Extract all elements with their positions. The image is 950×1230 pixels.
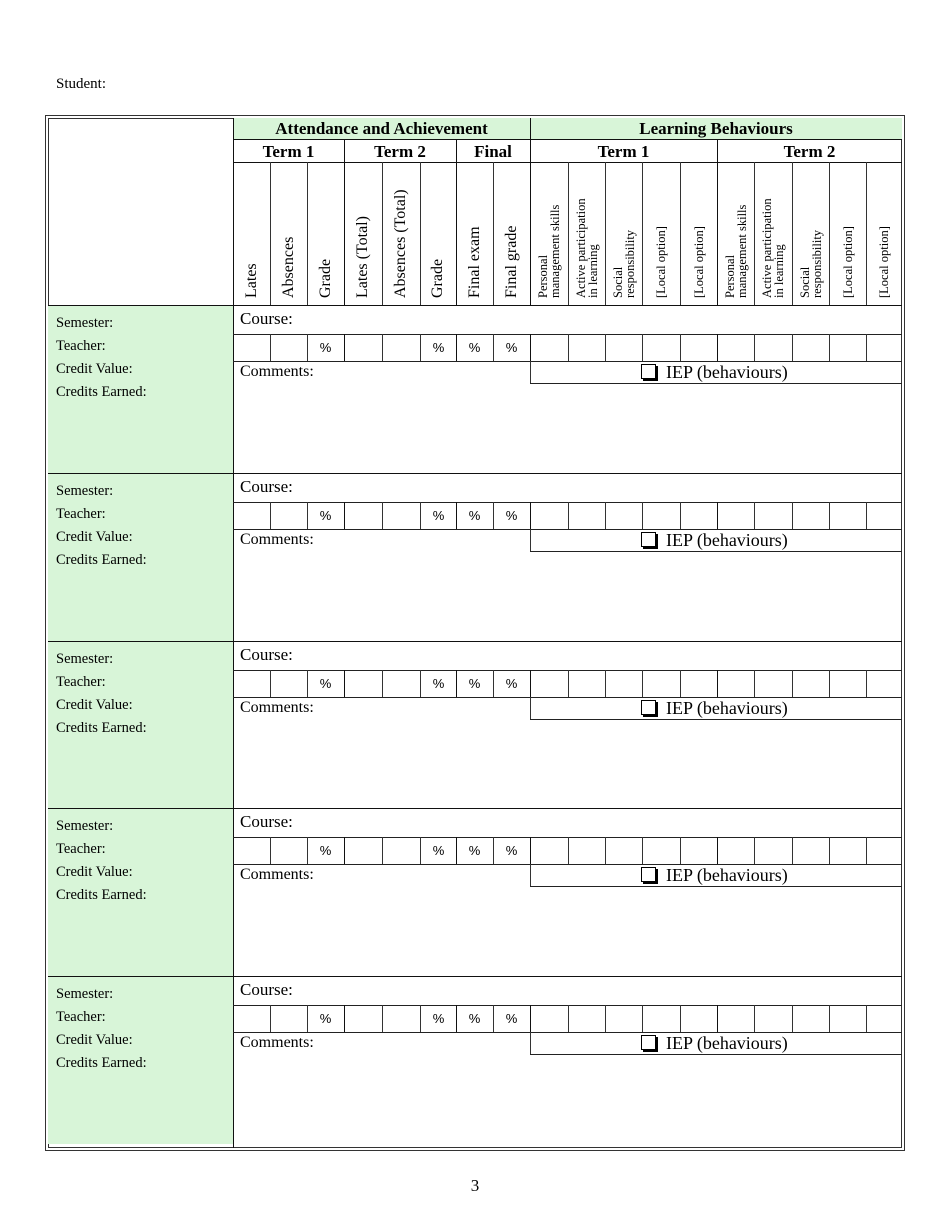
column-header	[878, 226, 890, 298]
grade-row-divider	[233, 1032, 902, 1033]
credit-value-label: Credit Value:	[56, 1032, 133, 1048]
column-header-line: Social	[797, 266, 812, 298]
grade-entry-cell[interactable]	[233, 502, 270, 529]
column-header-line: [Local option]	[691, 226, 706, 298]
grade-entry-cell[interactable]	[642, 1005, 680, 1032]
grade-entry-cell[interactable]	[233, 1005, 270, 1032]
iep-row-divider	[530, 719, 902, 720]
grade-row-divider	[233, 864, 902, 865]
percent-sign: %	[468, 340, 481, 355]
iep-label: IEP (behaviours)	[666, 530, 788, 550]
grade-entry-cell[interactable]	[530, 502, 568, 529]
iep-checkbox-icon[interactable]	[641, 364, 656, 379]
cell-divider	[717, 670, 718, 697]
iep-behaviours-option[interactable]	[641, 530, 788, 551]
percent-sign: %	[468, 1011, 481, 1026]
cell-divider	[530, 670, 531, 697]
header-column-divider	[792, 162, 793, 305]
cell-divider	[568, 1005, 569, 1032]
iep-divider	[530, 697, 531, 719]
grade-entry-cell[interactable]	[829, 334, 866, 361]
grade-entry-cell[interactable]	[754, 670, 792, 697]
column-header: Final grade	[502, 225, 520, 298]
grade-entry-cell[interactable]	[642, 837, 680, 864]
teacher-label: Teacher:	[56, 1009, 106, 1025]
percent-sign: %	[432, 340, 445, 355]
iep-label: IEP (behaviours)	[666, 1033, 788, 1053]
cell-divider	[382, 502, 383, 529]
grade-entry-cell[interactable]	[270, 670, 307, 697]
column-header	[693, 226, 705, 298]
percent-sign: %	[432, 676, 445, 691]
header-column-divider	[754, 162, 755, 305]
grade-entry-cell[interactable]	[717, 670, 754, 697]
grade-entry-cell[interactable]	[829, 1005, 866, 1032]
grade-entry-cell[interactable]	[754, 502, 792, 529]
grade-entry-cell[interactable]	[680, 837, 717, 864]
student-label: Student:	[56, 76, 107, 92]
cell-divider	[866, 670, 867, 697]
column-header: Grade	[316, 258, 334, 298]
cell-divider	[680, 837, 681, 864]
grade-entry-cell[interactable]	[382, 837, 420, 864]
cell-divider	[270, 670, 271, 697]
credit-value-label: Credit Value:	[56, 864, 133, 880]
cell-divider	[642, 334, 643, 361]
cell-divider	[344, 1005, 345, 1032]
percent-sign: %	[319, 843, 332, 858]
iep-row-divider	[530, 551, 902, 552]
grade-row-divider	[233, 529, 902, 530]
cell-divider	[344, 837, 345, 864]
cell-divider	[829, 502, 830, 529]
teacher-label: Teacher:	[56, 841, 106, 857]
iep-row-divider	[530, 383, 902, 384]
teacher-label: Teacher:	[56, 674, 106, 690]
percent-sign: %	[505, 1011, 518, 1026]
cell-divider	[829, 334, 830, 361]
cell-divider	[270, 1005, 271, 1032]
cell-divider	[568, 334, 569, 361]
cell-divider	[680, 1005, 681, 1032]
grade-entry-cell[interactable]	[866, 1005, 902, 1032]
column-header: Lates (Total)	[354, 216, 371, 298]
grade-entry-cell[interactable]	[866, 334, 902, 361]
iep-divider	[530, 864, 531, 886]
credits-earned-label: Credits Earned:	[56, 720, 147, 736]
grade-entry-cell[interactable]	[792, 502, 829, 529]
grade-entry-cell[interactable]	[642, 670, 680, 697]
cell-divider	[866, 334, 867, 361]
header-column-divider	[605, 162, 606, 305]
header-column-divider	[270, 162, 271, 305]
grade-entry-cell[interactable]	[792, 1005, 829, 1032]
cell-divider	[829, 837, 830, 864]
percent-sign: %	[319, 1011, 332, 1026]
cell-divider	[680, 502, 681, 529]
grade-entry-cell[interactable]	[344, 837, 382, 864]
column-header-line: [Local option]	[877, 226, 891, 298]
column-header: Final exam	[465, 226, 483, 298]
term2-behaviours-heading: Term 2	[783, 142, 836, 161]
percent-sign: %	[468, 843, 481, 858]
grade-entry-cell[interactable]	[680, 670, 717, 697]
cell-divider	[866, 502, 867, 529]
cell-divider	[605, 837, 606, 864]
cell-divider	[866, 1005, 867, 1032]
semester-label: Semester:	[56, 986, 114, 1002]
credits-earned-label: Credits Earned:	[56, 552, 147, 568]
semester-label: Semester:	[56, 651, 114, 667]
teacher-label: Teacher:	[56, 506, 106, 522]
comments-area[interactable]	[234, 888, 901, 975]
term1-attendance-heading: Term 1	[262, 142, 315, 161]
grade-entry-cell[interactable]	[866, 837, 902, 864]
iep-checkbox-icon[interactable]	[641, 532, 656, 547]
cell-divider	[568, 670, 569, 697]
header-column-divider	[642, 162, 643, 305]
grade-entry-cell[interactable]	[530, 334, 568, 361]
grade-entry-cell[interactable]	[382, 502, 420, 529]
cell-divider	[717, 1005, 718, 1032]
column-header	[575, 198, 599, 298]
grade-entry-cell[interactable]	[530, 670, 568, 697]
iep-label: IEP (behaviours)	[666, 362, 788, 382]
column-header: Grade	[429, 258, 446, 298]
column-header-line: management skills	[548, 204, 562, 298]
column-header	[761, 198, 785, 298]
grade-entry-cell[interactable]	[605, 670, 642, 697]
grade-entry-cell[interactable]	[866, 502, 902, 529]
course-label: Course:	[240, 477, 293, 496]
iep-checkbox-icon[interactable]	[641, 1035, 656, 1050]
cell-divider	[344, 670, 345, 697]
column-header-line: [Local option]	[654, 226, 668, 298]
cell-divider	[792, 502, 793, 529]
course-label: Course:	[240, 812, 293, 831]
cell-divider	[717, 334, 718, 361]
cell-divider	[605, 1005, 606, 1032]
grade-entry-cell[interactable]	[568, 837, 605, 864]
credit-value-label: Credit Value:	[56, 529, 133, 545]
iep-behaviours-option[interactable]	[641, 865, 788, 886]
cell-divider	[754, 837, 755, 864]
percent-sign: %	[505, 508, 518, 523]
header-column-divider	[866, 162, 867, 305]
percent-sign: %	[319, 340, 332, 355]
credit-value-label: Credit Value:	[56, 361, 133, 377]
cell-divider	[754, 334, 755, 361]
header-column-divider	[493, 162, 494, 305]
grade-entry-cell[interactable]	[792, 837, 829, 864]
grade-entry-cell[interactable]	[568, 670, 605, 697]
term2-attendance-heading: Term 2	[374, 142, 426, 161]
percent-sign: %	[319, 508, 332, 523]
course-label: Course:	[240, 645, 293, 664]
cell-divider	[792, 837, 793, 864]
term1-behaviours-heading: Term 1	[597, 142, 650, 161]
header-column-divider	[568, 162, 569, 305]
header-column-divider	[680, 162, 681, 305]
cell-divider	[605, 670, 606, 697]
column-header-line: responsibility	[622, 229, 637, 298]
cell-divider	[344, 334, 345, 361]
column-header	[724, 205, 748, 298]
credits-earned-label: Credits Earned:	[56, 384, 147, 400]
grade-entry-cell[interactable]	[792, 670, 829, 697]
grade-entry-cell[interactable]	[530, 837, 568, 864]
column-header-line: Social	[610, 266, 625, 298]
cell-divider	[792, 334, 793, 361]
credits-earned-label: Credits Earned:	[56, 887, 147, 903]
iep-divider	[530, 1032, 531, 1054]
header-column-divider	[307, 162, 308, 305]
comments-label: Comments:	[240, 363, 314, 380]
cell-divider	[382, 837, 383, 864]
comments-label: Comments:	[240, 866, 314, 883]
grade-entry-cell[interactable]	[680, 502, 717, 529]
grade-row-divider	[233, 697, 902, 698]
grade-entry-cell[interactable]	[270, 334, 307, 361]
cell-divider	[270, 837, 271, 864]
percent-sign: %	[468, 508, 481, 523]
attendance-achievement-heading: Attendance and Achievement	[275, 119, 488, 138]
semester-label: Semester:	[56, 483, 114, 499]
column-header-line: management skills	[734, 204, 749, 298]
cell-divider	[530, 837, 531, 864]
column-header-line: Active participation	[760, 198, 774, 298]
grade-entry-cell[interactable]	[530, 1005, 568, 1032]
header-column-divider	[456, 139, 457, 305]
column-header	[612, 230, 636, 298]
header-column-divider	[717, 139, 718, 305]
comments-area[interactable]	[234, 553, 901, 640]
grade-entry-cell[interactable]	[344, 502, 382, 529]
cell-divider	[642, 670, 643, 697]
cell-divider	[717, 502, 718, 529]
credits-earned-label: Credits Earned:	[56, 1055, 147, 1071]
cell-divider	[530, 334, 531, 361]
learning-behaviours-heading: Learning Behaviours	[639, 119, 793, 138]
grade-entry-cell[interactable]	[344, 334, 382, 361]
cell-divider	[568, 502, 569, 529]
cell-divider	[829, 670, 830, 697]
grade-entry-cell[interactable]	[270, 502, 307, 529]
cell-divider	[642, 837, 643, 864]
grade-entry-cell[interactable]	[717, 1005, 754, 1032]
header-column-divider	[829, 162, 830, 305]
cell-divider	[530, 1005, 531, 1032]
column-header-line: Active participation	[573, 198, 588, 298]
cell-divider	[680, 334, 681, 361]
cell-divider	[530, 502, 531, 529]
header-column-divider	[344, 139, 345, 305]
cell-divider	[382, 1005, 383, 1032]
header-column-divider	[382, 162, 383, 305]
iep-behaviours-option[interactable]	[641, 1033, 788, 1054]
percent-sign: %	[432, 508, 445, 523]
cell-divider	[344, 502, 345, 529]
grade-entry-cell[interactable]	[382, 334, 420, 361]
header-divider	[233, 139, 902, 140]
cell-divider	[605, 334, 606, 361]
column-header-line: in learning	[585, 244, 600, 298]
column-header: Lates	[242, 263, 260, 298]
cell-divider	[605, 502, 606, 529]
cell-divider	[754, 1005, 755, 1032]
grade-row-divider	[233, 361, 902, 362]
comments-area[interactable]	[234, 1056, 901, 1143]
percent-sign: %	[319, 676, 332, 691]
column-header-line: [Local option]	[840, 226, 855, 298]
cell-divider	[792, 1005, 793, 1032]
cell-divider	[382, 334, 383, 361]
cell-divider	[382, 670, 383, 697]
grade-entry-cell[interactable]	[233, 670, 270, 697]
cell-divider	[792, 670, 793, 697]
comments-area[interactable]	[234, 385, 901, 472]
grade-entry-cell[interactable]	[344, 1005, 382, 1032]
grade-entry-cell[interactable]	[792, 334, 829, 361]
column-header: Absences	[279, 236, 297, 298]
iep-divider	[530, 529, 531, 551]
column-header-line: Personal	[536, 254, 550, 298]
percent-sign: %	[505, 843, 518, 858]
iep-divider	[530, 361, 531, 383]
column-header: Absences (Total)	[392, 189, 409, 298]
semester-label: Semester:	[56, 315, 114, 331]
grade-entry-cell[interactable]	[717, 502, 754, 529]
comments-label: Comments:	[240, 531, 314, 548]
cell-divider	[754, 670, 755, 697]
grade-entry-cell[interactable]	[344, 670, 382, 697]
grade-entry-cell[interactable]	[754, 1005, 792, 1032]
cell-divider	[717, 837, 718, 864]
credit-value-label: Credit Value:	[56, 697, 133, 713]
grade-entry-cell[interactable]	[568, 502, 605, 529]
cell-divider	[829, 1005, 830, 1032]
column-header-line: in learning	[772, 244, 786, 298]
semester-label: Semester:	[56, 818, 114, 834]
column-header-line: responsibility	[809, 229, 824, 298]
grade-entry-cell[interactable]	[382, 670, 420, 697]
cell-divider	[270, 502, 271, 529]
iep-checkbox-icon[interactable]	[641, 867, 656, 882]
cell-divider	[754, 502, 755, 529]
iep-row-divider	[530, 886, 902, 887]
cell-divider	[270, 334, 271, 361]
grade-entry-cell[interactable]	[568, 334, 605, 361]
grade-entry-cell[interactable]	[605, 502, 642, 529]
course-label: Course:	[240, 309, 293, 328]
percent-sign: %	[505, 676, 518, 691]
column-header-line: Personal	[722, 254, 737, 298]
grade-entry-cell[interactable]	[829, 502, 866, 529]
column-header	[655, 226, 667, 298]
percent-sign: %	[432, 1011, 445, 1026]
grade-entry-cell[interactable]	[605, 837, 642, 864]
grade-entry-cell[interactable]	[605, 1005, 642, 1032]
percent-sign: %	[468, 676, 481, 691]
cell-divider	[866, 837, 867, 864]
cell-divider	[568, 837, 569, 864]
cell-divider	[642, 502, 643, 529]
grade-entry-cell[interactable]	[642, 502, 680, 529]
grade-entry-cell[interactable]	[233, 334, 270, 361]
grade-entry-cell[interactable]	[829, 837, 866, 864]
percent-sign: %	[432, 843, 445, 858]
cell-divider	[642, 1005, 643, 1032]
iep-behaviours-option[interactable]	[641, 362, 788, 383]
grade-entry-cell[interactable]	[642, 334, 680, 361]
iep-label: IEP (behaviours)	[666, 865, 788, 885]
grade-entry-cell[interactable]	[680, 334, 717, 361]
course-label: Course:	[240, 980, 293, 999]
header-column-divider	[420, 162, 421, 305]
header-column-divider	[530, 139, 531, 305]
grade-entry-cell[interactable]	[866, 670, 902, 697]
iep-behaviours-option[interactable]	[641, 698, 788, 719]
grade-entry-cell[interactable]	[270, 1005, 307, 1032]
grade-entry-cell[interactable]	[754, 334, 792, 361]
cell-divider	[680, 670, 681, 697]
iep-checkbox-icon[interactable]	[641, 700, 656, 715]
iep-label: IEP (behaviours)	[666, 698, 788, 718]
page-number: 3	[470, 1176, 480, 1195]
teacher-label: Teacher:	[56, 338, 106, 354]
grade-entry-cell[interactable]	[680, 1005, 717, 1032]
grade-entry-cell[interactable]	[717, 334, 754, 361]
grade-entry-cell[interactable]	[717, 837, 754, 864]
column-header	[799, 230, 823, 298]
grade-entry-cell[interactable]	[382, 1005, 420, 1032]
comments-area[interactable]	[234, 721, 901, 807]
final-heading: Final	[474, 142, 512, 161]
grade-entry-cell[interactable]	[754, 837, 792, 864]
column-header	[842, 226, 854, 298]
iep-row-divider	[530, 1054, 902, 1055]
column-header	[537, 205, 561, 298]
grade-entry-cell[interactable]	[605, 334, 642, 361]
grade-entry-cell[interactable]	[568, 1005, 605, 1032]
comments-label: Comments:	[240, 1034, 314, 1051]
percent-sign: %	[505, 340, 518, 355]
comments-label: Comments:	[240, 699, 314, 716]
grade-entry-cell[interactable]	[829, 670, 866, 697]
grade-entry-cell[interactable]	[270, 837, 307, 864]
grade-entry-cell[interactable]	[233, 837, 270, 864]
